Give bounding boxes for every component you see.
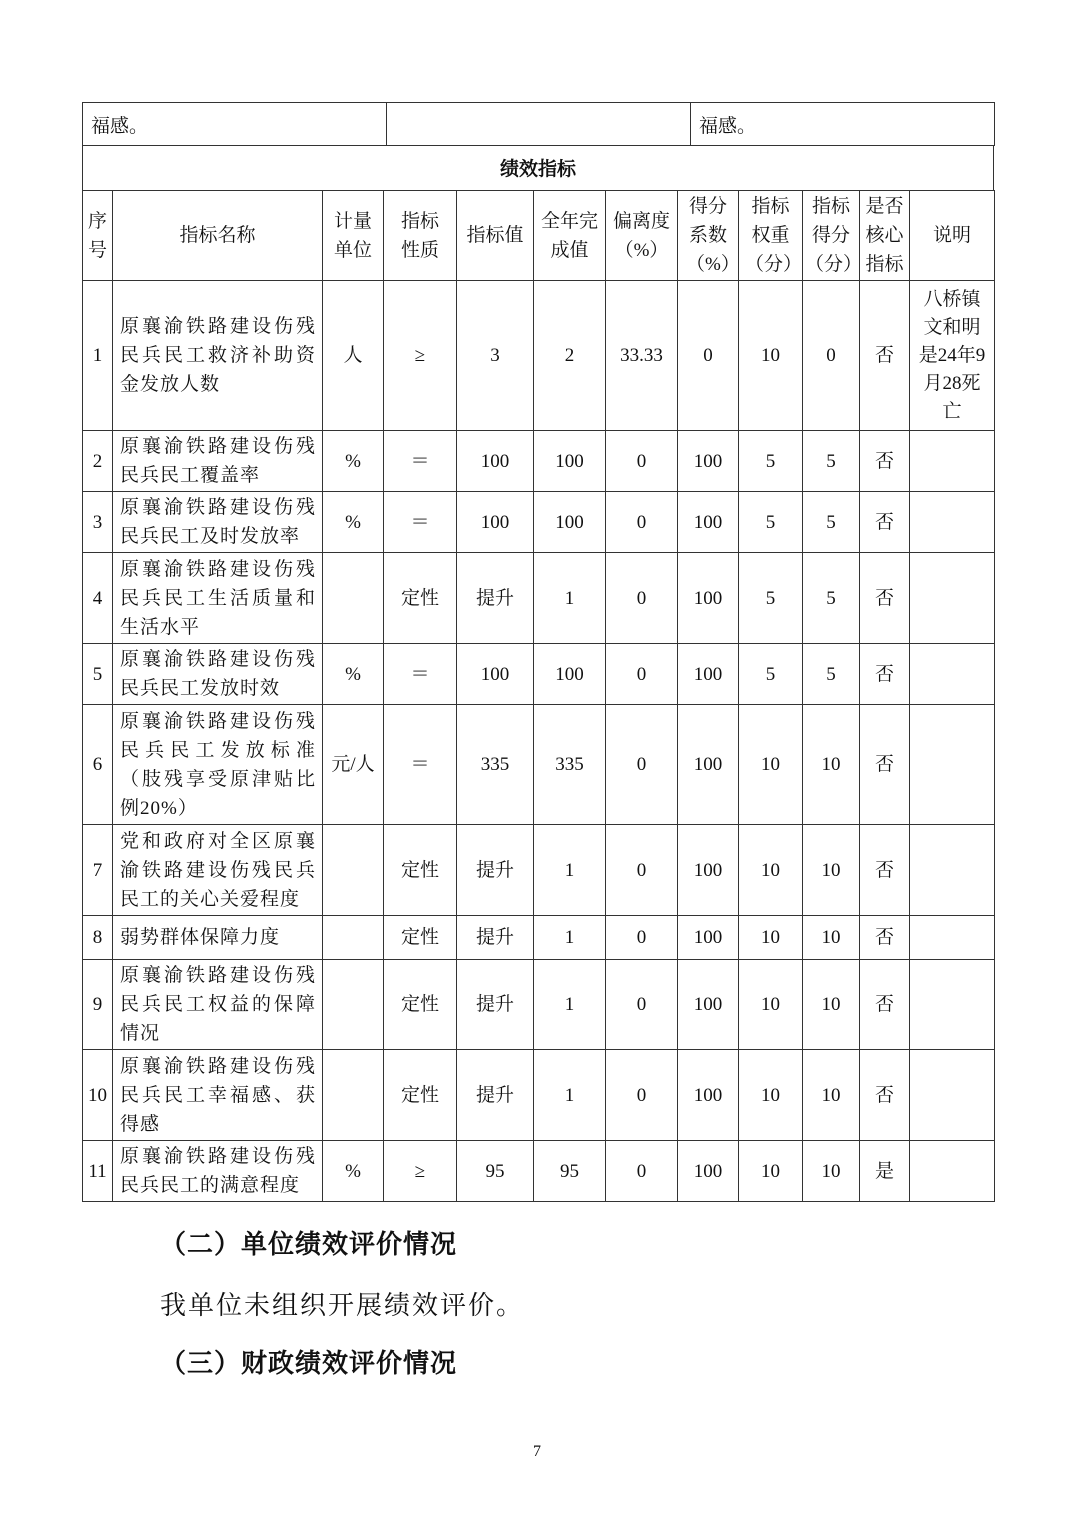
cell-done: 100 [534,431,606,492]
cell-note [910,1141,995,1202]
cell-name: 原襄渝铁路建设伤残民兵民工救济补助资金发放人数 [113,281,323,431]
cell-name: 原襄渝铁路建设伤残民兵民工的满意程度 [113,1141,323,1202]
table-row [83,916,995,960]
cell-weight: 10 [739,960,803,1050]
indicator-table [82,190,995,1202]
cell-note [910,960,995,1050]
cell-value: 100 [457,492,534,553]
cell-unit [323,1050,384,1141]
cell-core: 否 [860,431,910,492]
header-unit: 计量单位 [323,191,384,281]
cell-nature: 定性 [384,553,457,644]
table-row [83,553,995,644]
cell-nature: ≥ [384,1141,457,1202]
cell-unit: 人 [323,281,384,431]
cell-coefficient: 100 [678,825,739,916]
header-core: 是否核心指标 [860,191,910,281]
cell-unit: % [323,1141,384,1202]
cell-coefficient: 100 [678,960,739,1050]
cell-note [910,492,995,553]
cell-note [910,1050,995,1141]
header-name: 指标名称 [113,191,323,281]
cell-coefficient: 100 [678,1050,739,1141]
cell-core: 否 [860,825,910,916]
cell-core: 否 [860,281,910,431]
section-banner: 绩效指标 [82,145,994,190]
cell-value: 100 [457,431,534,492]
cell-deviation: 0 [606,825,678,916]
page-number: 7 [533,1443,541,1460]
cell-unit [323,960,384,1050]
cell-name: 原襄渝铁路建设伤残民兵民工发放时效 [113,644,323,705]
cell-unit [323,825,384,916]
cell-seq: 9 [83,960,113,1050]
cell-weight: 5 [739,644,803,705]
cell-seq: 1 [83,281,113,431]
cell-score: 10 [803,1141,860,1202]
table-row [83,825,995,916]
header-note: 说明 [910,191,995,281]
cell-deviation: 0 [606,1050,678,1141]
cell-score: 10 [803,960,860,1050]
cell-deviation: 0 [606,553,678,644]
cell-weight: 10 [739,916,803,960]
cell-coefficient: 100 [678,916,739,960]
header-coefficient: 得分系数（%） [678,191,739,281]
table-row [83,960,995,1050]
cell-weight: 10 [739,705,803,825]
cell-value: 提升 [457,960,534,1050]
cell-seq: 8 [83,916,113,960]
cell-nature: ＝ [384,705,457,825]
cell-note [910,825,995,916]
cell-done: 1 [534,960,606,1050]
cell-done: 100 [534,492,606,553]
top-row-left: 福感。 [83,103,387,146]
cell-weight: 10 [739,1050,803,1141]
cell-score: 5 [803,431,860,492]
cell-name: 原襄渝铁路建设伤残民兵民工生活质量和生活水平 [113,553,323,644]
cell-note [910,644,995,705]
cell-weight: 5 [739,553,803,644]
top-row-middle [387,103,691,146]
cell-nature: 定性 [384,825,457,916]
header-score: 指标得分（分） [803,191,860,281]
cell-core: 否 [860,705,910,825]
cell-coefficient: 100 [678,644,739,705]
cell-done: 100 [534,644,606,705]
table-row [83,431,995,492]
cell-nature: ＝ [384,644,457,705]
cell-done: 95 [534,1141,606,1202]
cell-done: 2 [534,281,606,431]
cell-score: 10 [803,916,860,960]
cell-seq: 2 [83,431,113,492]
cell-unit: % [323,492,384,553]
header-deviation: 偏离度（%） [606,191,678,281]
cell-nature: 定性 [384,960,457,1050]
cell-done: 1 [534,553,606,644]
cell-seq: 7 [83,825,113,916]
cell-value: 3 [457,281,534,431]
table-row [83,644,995,705]
cell-deviation: 0 [606,644,678,705]
cell-seq: 11 [83,1141,113,1202]
cell-score: 5 [803,553,860,644]
header-value: 指标值 [457,191,534,281]
header-seq: 序号 [83,191,113,281]
cell-name: 原襄渝铁路建设伤残民兵民工发放标准（肢残享受原津贴比例20%） [113,705,323,825]
table-row [83,1141,995,1202]
cell-coefficient: 100 [678,1141,739,1202]
cell-seq: 6 [83,705,113,825]
cell-done: 1 [534,916,606,960]
cell-coefficient: 0 [678,281,739,431]
cell-unit [323,916,384,960]
cell-note [910,553,995,644]
cell-value: 提升 [457,916,534,960]
unit-eval-heading: （二）单位绩效评价情况 [160,1230,458,1259]
cell-nature: 定性 [384,1050,457,1141]
cell-deviation: 0 [606,705,678,825]
unit-eval-text: 我单位未组织开展绩效评价。 [160,1291,525,1320]
cell-deviation: 0 [606,1141,678,1202]
top-row-right: 福感。 [691,103,995,146]
header-nature: 指标性质 [384,191,457,281]
cell-done: 1 [534,825,606,916]
cell-value: 100 [457,644,534,705]
cell-score: 5 [803,492,860,553]
cell-note: 八桥镇文和明是24年9月28死亡 [910,281,995,431]
cell-coefficient: 100 [678,553,739,644]
cell-core: 否 [860,553,910,644]
cell-value: 提升 [457,553,534,644]
cell-name: 弱势群体保障力度 [113,916,323,960]
header-done: 全年完成值 [534,191,606,281]
cell-note [910,916,995,960]
cell-weight: 10 [739,281,803,431]
cell-core: 是 [860,1141,910,1202]
cell-unit: % [323,644,384,705]
cell-nature: ＝ [384,492,457,553]
cell-core: 否 [860,644,910,705]
table-row [83,492,995,553]
cell-deviation: 0 [606,492,678,553]
top-row [83,103,995,146]
cell-score: 10 [803,825,860,916]
table-header-row [83,191,995,281]
cell-nature: ＝ [384,431,457,492]
cell-core: 否 [860,492,910,553]
cell-name: 原襄渝铁路建设伤残民兵民工权益的保障情况 [113,960,323,1050]
cell-done: 335 [534,705,606,825]
cell-nature: ≥ [384,281,457,431]
cell-value: 335 [457,705,534,825]
cell-weight: 10 [739,825,803,916]
cell-unit: 元/人 [323,705,384,825]
cell-core: 否 [860,916,910,960]
cell-deviation: 0 [606,431,678,492]
cell-score: 5 [803,644,860,705]
cell-seq: 4 [83,553,113,644]
cell-note [910,431,995,492]
cell-score: 0 [803,281,860,431]
finance-eval-heading: （三）财政绩效评价情况 [160,1349,458,1378]
header-weight: 指标权重（分） [739,191,803,281]
table-row [83,705,995,825]
cell-note [910,705,995,825]
cell-value: 提升 [457,825,534,916]
cell-name: 原襄渝铁路建设伤残民兵民工幸福感、获得感 [113,1050,323,1141]
cell-done: 1 [534,1050,606,1141]
cell-value: 提升 [457,1050,534,1141]
cell-seq: 5 [83,644,113,705]
cell-core: 否 [860,1050,910,1141]
top-row-table [82,102,995,146]
cell-weight: 5 [739,492,803,553]
cell-score: 10 [803,705,860,825]
cell-name: 党和政府对全区原襄渝铁路建设伤残民兵民工的关心关爱程度 [113,825,323,916]
cell-deviation: 0 [606,916,678,960]
table-row [83,281,995,431]
cell-deviation: 33.33 [606,281,678,431]
cell-core: 否 [860,960,910,1050]
table-row [83,1050,995,1141]
cell-deviation: 0 [606,960,678,1050]
cell-value: 95 [457,1141,534,1202]
cell-seq: 10 [83,1050,113,1141]
cell-seq: 3 [83,492,113,553]
cell-coefficient: 100 [678,492,739,553]
cell-unit [323,553,384,644]
cell-nature: 定性 [384,916,457,960]
cell-name: 原襄渝铁路建设伤残民兵民工覆盖率 [113,431,323,492]
cell-weight: 5 [739,431,803,492]
cell-weight: 10 [739,1141,803,1202]
cell-name: 原襄渝铁路建设伤残民兵民工及时发放率 [113,492,323,553]
cell-coefficient: 100 [678,705,739,825]
cell-score: 10 [803,1050,860,1141]
cell-unit: % [323,431,384,492]
cell-coefficient: 100 [678,431,739,492]
